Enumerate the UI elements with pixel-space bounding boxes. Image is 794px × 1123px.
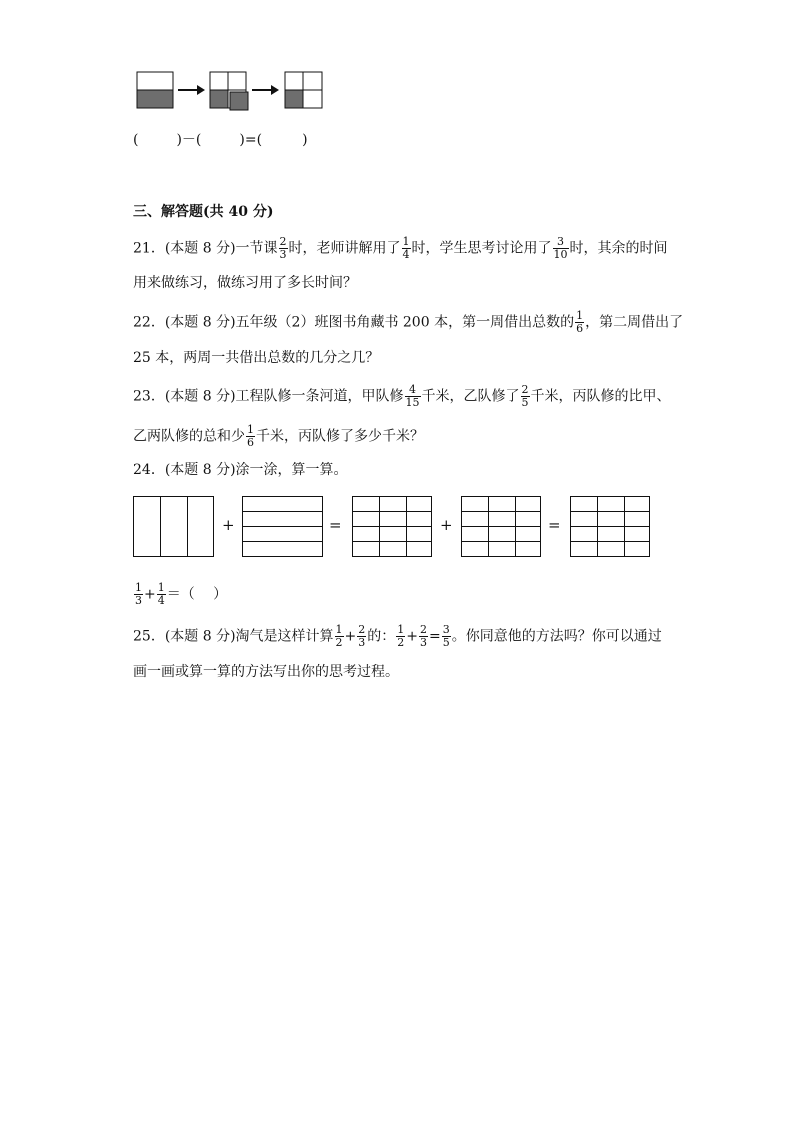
section-title: 三、解答题(共 40 分) xyxy=(133,204,274,220)
plus-sign: + xyxy=(440,516,453,534)
q25-text: 的： xyxy=(367,628,396,645)
grid-twelfths-result[interactable] xyxy=(570,496,650,557)
question-23 xyxy=(133,384,671,409)
fraction-subtraction-diagram xyxy=(133,70,333,115)
blank-minus: )－( xyxy=(176,132,202,148)
plus-sign: + xyxy=(222,516,235,534)
grid-twelfths-1[interactable] xyxy=(352,496,432,557)
fraction: $\frac{2}{5}$ xyxy=(521,383,529,409)
q25-text: 。你同意他的方法吗？你可以通过 xyxy=(451,628,662,645)
blank-paren-close: ) xyxy=(302,132,308,148)
q22-text: 22．(本题 8 分)五年级（2）班图书角藏书 200 本，第一周借出总数的 xyxy=(133,314,575,331)
q23-text: 23．(本题 8 分)工程队修一条河道，甲队修 xyxy=(133,388,404,405)
blank-expression xyxy=(133,130,308,150)
equals-sign: = xyxy=(548,516,561,534)
q23-text: 千米，丙队修的比甲、 xyxy=(530,388,671,405)
grid-thirds[interactable] xyxy=(133,496,214,557)
plus-sign: + xyxy=(406,628,419,645)
fraction: $\frac{1}{2}$ xyxy=(397,623,405,649)
blank-equals: )=( xyxy=(239,132,263,148)
fraction: $\frac{1}{6}$ xyxy=(247,423,254,449)
fraction: $\frac{3}{5}$ xyxy=(442,623,450,649)
grid-quarters[interactable] xyxy=(242,496,323,557)
q25-text: 25．(本题 8 分)淘气是这样计算 xyxy=(133,628,334,645)
q21-text: 时，老师讲解用了 xyxy=(288,240,401,257)
question-22-line2: 25 本，两周一共借出总数的几分之几？ xyxy=(133,350,380,366)
fraction: $\frac{2}{3}$ xyxy=(358,623,366,649)
blank-paren: ( xyxy=(133,132,139,148)
fraction: $\frac{3}{10}$ xyxy=(553,235,568,261)
q21-text: 时，学生思考讨论用了 xyxy=(411,240,552,257)
question-21-line2: 用来做练习，做练习用了多长时间？ xyxy=(133,275,357,291)
q21-text: 时，其余的时间 xyxy=(569,240,668,257)
fraction: $\frac{1}{4}$ xyxy=(402,235,410,261)
fraction: $\frac{1}{6}$ xyxy=(576,309,584,335)
grid-twelfths-2[interactable] xyxy=(461,496,541,557)
diagram-square-one-quarter xyxy=(285,72,322,108)
equals-sign: = xyxy=(429,628,441,645)
question-23-line2 xyxy=(133,424,424,449)
q23-text: 千米，丙队修了多少千米？ xyxy=(256,428,424,445)
answer-blank[interactable]: ＝（ ） xyxy=(166,586,228,603)
q23-text: 乙两队修的总和少 xyxy=(133,428,245,445)
question-24: 24．(本题 8 分)涂一涂，算一算。 xyxy=(133,462,348,478)
fraction: $\frac{1}{4}$ xyxy=(157,581,165,607)
fraction: $\frac{1}{2}$ xyxy=(335,623,343,649)
diagram-square-quarters-moved xyxy=(210,72,248,110)
question-25 xyxy=(133,624,662,649)
arrow-icon xyxy=(178,85,205,95)
question-22 xyxy=(133,310,683,335)
plus-sign: + xyxy=(344,628,357,645)
diagram-square-half xyxy=(137,72,173,108)
arrow-icon xyxy=(252,85,279,95)
q24-expression xyxy=(133,582,227,607)
fraction: $\frac{1}{3}$ xyxy=(135,581,142,607)
plus-sign: + xyxy=(144,586,156,603)
q23-text: 千米，乙队修了 xyxy=(421,388,520,405)
equals-sign: = xyxy=(329,516,342,534)
fraction: $\frac{2}{3}$ xyxy=(279,235,287,261)
question-25-line2: 画一画或算一算的方法写出你的思考过程。 xyxy=(133,664,399,680)
q22-text: ，第二周借出了 xyxy=(585,314,684,331)
question-21 xyxy=(133,236,668,261)
q21-text: 21．(本题 8 分)一节课 xyxy=(133,240,278,257)
fraction: $\frac{2}{3}$ xyxy=(420,623,428,649)
fraction: $\frac{4}{15}$ xyxy=(405,383,420,409)
